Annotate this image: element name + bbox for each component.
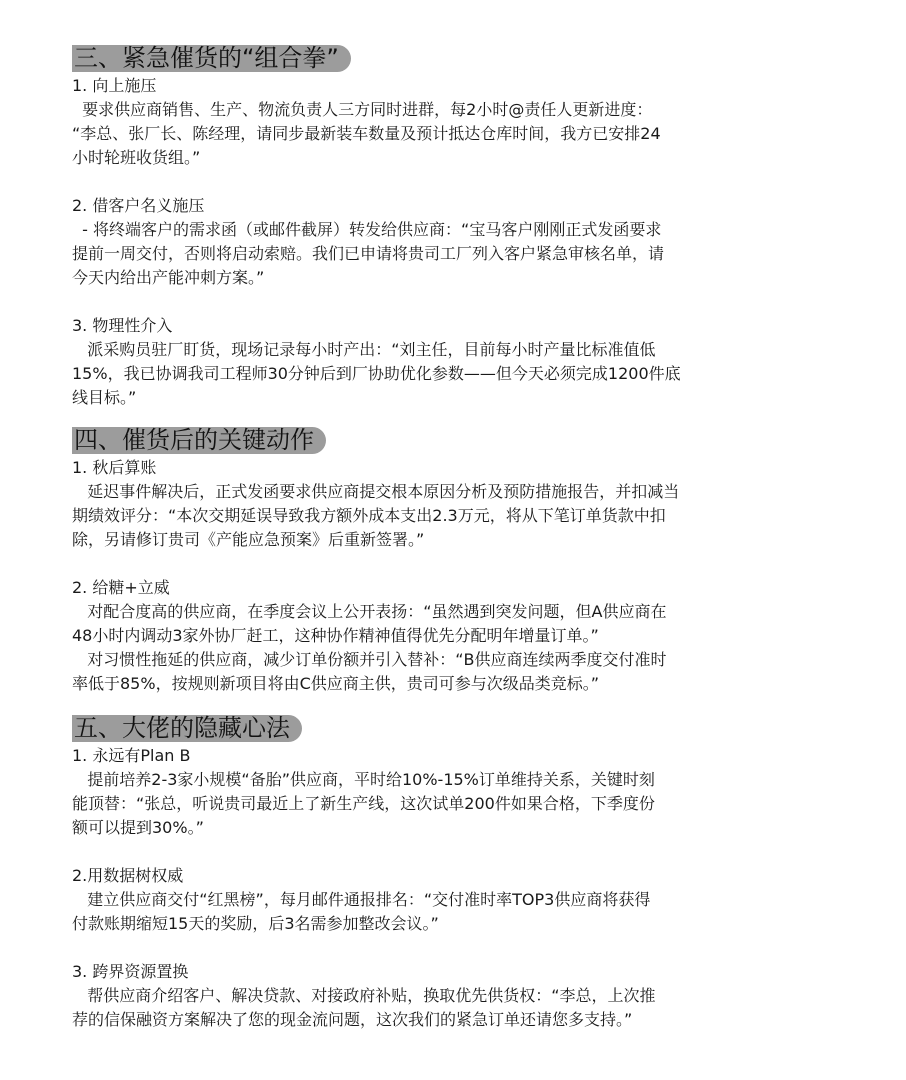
item-paragraph: 派采购员驻厂盯货，现场记录每小时产出：“刘主任，目前每小时产量比标准值低 15%，我已协调我司工程师30分钟后到厂协助优化参数——但今天必须完成1200件底 线目标。” — [72, 340, 681, 407]
item-paragraph: 提前培养2-3家小规模“备胎”供应商，平时给10%-15%订单维持关系，关键时刻 能顶替：“张总，听说贵司最近上了新生产线，这次试单200件如果合格，下季度份 额可以提到30%。” — [72, 770, 655, 837]
list-item — [72, 960, 842, 1032]
list-item — [72, 314, 842, 410]
item-title: 2. 借客户名义施压 — [72, 196, 205, 215]
section-heading: 四、催货后的关键动作 — [72, 427, 326, 454]
list-item — [72, 74, 842, 170]
section-5 — [72, 715, 842, 1032]
section-4 — [72, 427, 842, 696]
item-paragraph: 对配合度高的供应商，在季度会议上公开表扬：“虽然遇到突发问题，但A供应商在 48小时内调动3家外协厂赶工，这种协作精神值得优先分配明年增量订单。” — [72, 602, 667, 645]
item-title: 1. 永远有Plan B — [72, 746, 191, 765]
item-title: 2. 给糖+立威 — [72, 578, 170, 597]
section-3 — [72, 45, 842, 410]
item-title: 1. 向上施压 — [72, 76, 157, 95]
list-item — [72, 864, 842, 936]
item-title: 2.用数据树权威 — [72, 866, 184, 885]
list-item — [72, 744, 842, 840]
item-title: 1. 秋后算账 — [72, 458, 157, 477]
item-paragraph: 要求供应商销售、生产、物流负责人三方同时进群，每2小时@责任人更新进度： “李总、张厂长、陈经理，请同步最新装车数量及预计抵达仓库时间，我方已安排24 小时轮班收货组。” — [72, 100, 661, 167]
section-heading: 三、紧急催货的“组合拳” — [72, 45, 351, 72]
list-item — [72, 576, 842, 696]
list-item — [72, 456, 842, 552]
item-paragraph: 延迟事件解决后，正式发函要求供应商提交根本原因分析及预防措施报告，并扣减当 期绩效评分：“本次交期延误导致我方额外成本支出2.3万元，将从下笔订单货款中扣 除，另请修订贵司《产能应急预案》后重新签署。” — [72, 482, 680, 549]
item-paragraph: - 将终端客户的需求函（或邮件截屏）转发给供应商：“宝马客户刚刚正式发函要求 提前一周交付，否则将启动索赔。我们已申请将贵司工厂列入客户紧急审核名单，请 今天内给出产能冲刺方案。” — [72, 220, 665, 287]
item-title: 3. 跨界资源置换 — [72, 962, 189, 981]
section-heading: 五、大佬的隐藏心法 — [72, 715, 302, 742]
item-paragraph: 帮供应商介绍客户、解决贷款、对接政府补贴，换取优先供货权：“李总，上次推 荐的信保融资方案解决了您的现金流问题，这次我们的紧急订单还请您多支持。” — [72, 986, 656, 1029]
item-paragraph: 建立供应商交付“红黑榜”，每月邮件通报排名：“交付准时率TOP3供应商将获得 付款账期缩短15天的奖励，后3名需参加整改会议。” — [72, 890, 651, 933]
item-title: 3. 物理性介入 — [72, 316, 173, 335]
item-paragraph: 对习惯性拖延的供应商，减少订单份额并引入替补：“B供应商连续两季度交付准时 率低于85%，按规则新项目将由C供应商主供，贵司可参与次级品类竞标。” — [72, 650, 667, 693]
list-item — [72, 194, 842, 290]
